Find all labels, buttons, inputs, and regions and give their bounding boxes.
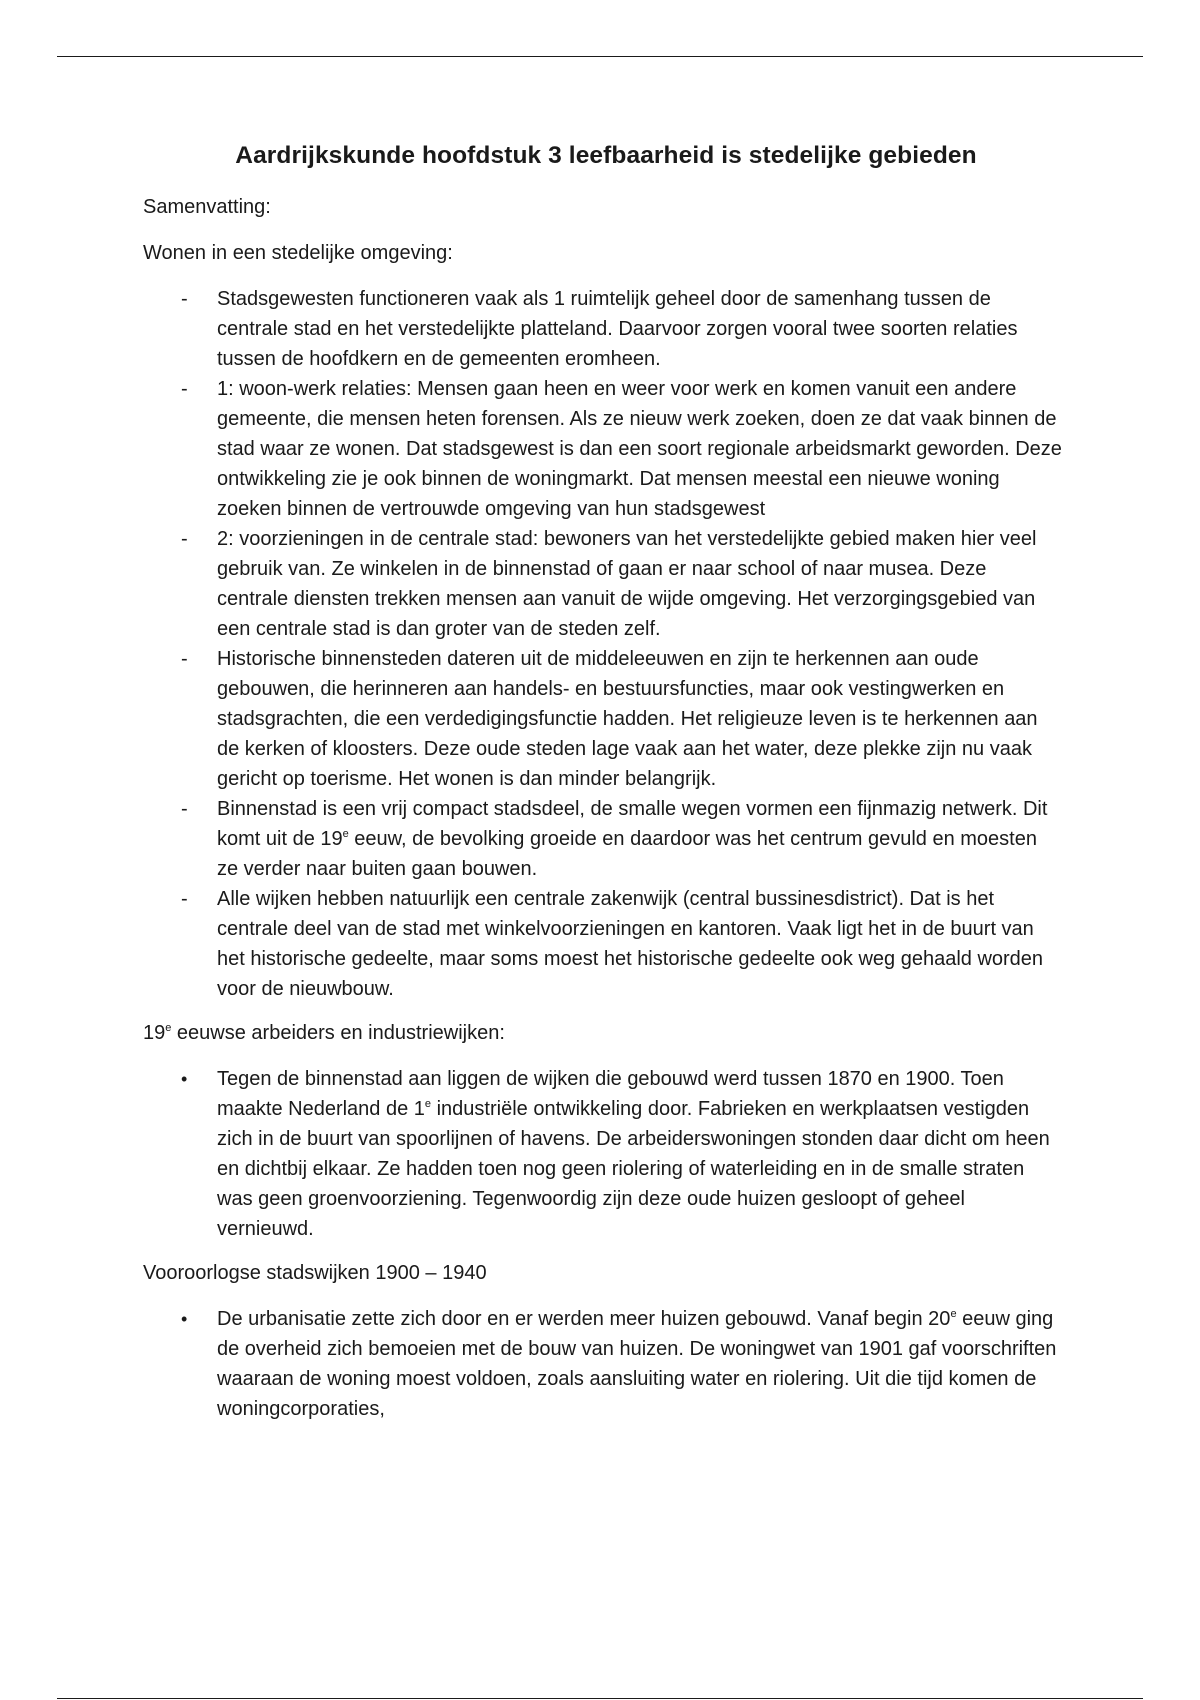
document-page — [143, 140, 1063, 1438]
section-heading-industriewijken: 19e eeuwse arbeiders en industriewijken: — [143, 1022, 505, 1044]
header-rule — [57, 56, 1143, 57]
list-item: - Stadsgewesten functioneren vaak als 1 ruimtelijk geheel door de samenhang tussen de centrale stad en het verstedelijkte platteland. Daarvoor zorgen vooral twee soorten relaties tussen de hoofdkern en de gemeenten eromheen. — [143, 284, 1063, 374]
list-item: - Binnenstad is een vrij compact stadsdeel, de smalle wegen vormen een fijnmazig netwerk. Dit komt uit de 19e eeuw, de bevolking groeide en daardoor was het centrum gevuld en moesten ze verder naar buiten gaan bouwen. — [143, 794, 1063, 884]
bullet-marker: • — [181, 1309, 188, 1329]
section-heading-wonen: Wonen in een stedelijke omgeving: — [143, 242, 453, 264]
section-heading-vooroorlogs: Vooroorlogse stadswijken 1900 – 1940 — [143, 1262, 487, 1284]
list-item: - 2: voorzieningen in de centrale stad: bewoners van het verstedelijkte gebied maken hier veel gebruik van. Ze winkelen in de binnenstad of gaan er naar school of naar musea. Deze centrale diensten trekken mensen aan vanuit de wijde omgeving. Het verzorgingsgebied van een centrale stad is dan groter van de steden zelf. — [143, 524, 1063, 644]
dash-marker: - — [181, 798, 188, 820]
bullet-marker: • — [181, 1069, 188, 1089]
dash-marker: - — [181, 378, 188, 400]
list-item: - 1: woon-werk relaties: Mensen gaan heen en weer voor werk en komen vanuit een andere gemeente, die mensen heten forensen. Als ze nieuw werk zoeken, doen ze dat vaak binnen de stad waar ze wonen. Dat stadsgewest is dan een soort regionale arbeidsmarkt geworden. Deze ontwikkeling zie je ook binnen de woningmarkt. Dat mensen meestal een nieuwe woning zoeken binnen de vertrouwde omgeving van hun stadsgewest — [143, 374, 1063, 524]
dash-marker: - — [181, 888, 188, 910]
section-vooroorlogs-list — [143, 1304, 1063, 1424]
dash-marker: - — [181, 528, 188, 550]
footer-rule — [57, 1698, 1143, 1699]
dash-marker: - — [181, 288, 188, 310]
list-item: - Alle wijken hebben natuurlijk een centrale zakenwijk (central bussinesdistrict). Dat is het centrale deel van de stad met winkelvoorzieningen en kantoren. Vaak ligt het in de buurt van het historische gedeelte, maar soms moest het historische gedeelte ook weg gehaald worden voor de nieuwbouw. — [143, 884, 1063, 1004]
list-item: - Historische binnensteden dateren uit de middeleeuwen en zijn te herkennen aan oude gebouwen, die herinneren aan handels- en bestuursfuncties, maar ook vestingwerken en stadsgrachten, die een verdedigingsfunctie hadden. Het religieuze leven is te herkennen aan de kerken of kloosters. Deze oude steden lage vaak aan het water, deze plekke zijn nu vaak gericht op toerisme. Het wonen is dan minder belangrijk. — [143, 644, 1063, 794]
section-industriewijken-list — [143, 1064, 1063, 1244]
document-title: Aardrijkskunde hoofdstuk 3 leefbaarheid is stedelijke gebieden — [235, 142, 977, 169]
list-item: • Tegen de binnenstad aan liggen de wijken die gebouwd werd tussen 1870 en 1900. Toen maakte Nederland de 1e industriële ontwikkeling door. Fabrieken en werkplaatsen vestigden zich in de buurt van spoorlijnen of havens. De arbeiderswoningen stonden daar dicht om heen en dichtbij elkaar. Ze hadden toen nog geen riolering of waterleiding en in de smalle straten was geen groenvoorziening. Tegenwoordig zijn deze oude huizen gesloopt of geheel vernieuwd. — [143, 1064, 1063, 1244]
section-wonen-list — [143, 284, 1063, 1004]
intro-label: Samenvatting: — [143, 196, 271, 218]
list-item: • De urbanisatie zette zich door en er werden meer huizen gebouwd. Vanaf begin 20e eeuw ging de overheid zich bemoeien met de bouw van huizen. De woningwet van 1901 gaf voorschriften waaraan de woning moest voldoen, zoals aansluiting water en riolering. Uit die tijd komen de woningcorporaties, — [143, 1304, 1063, 1424]
dash-marker: - — [181, 648, 188, 670]
